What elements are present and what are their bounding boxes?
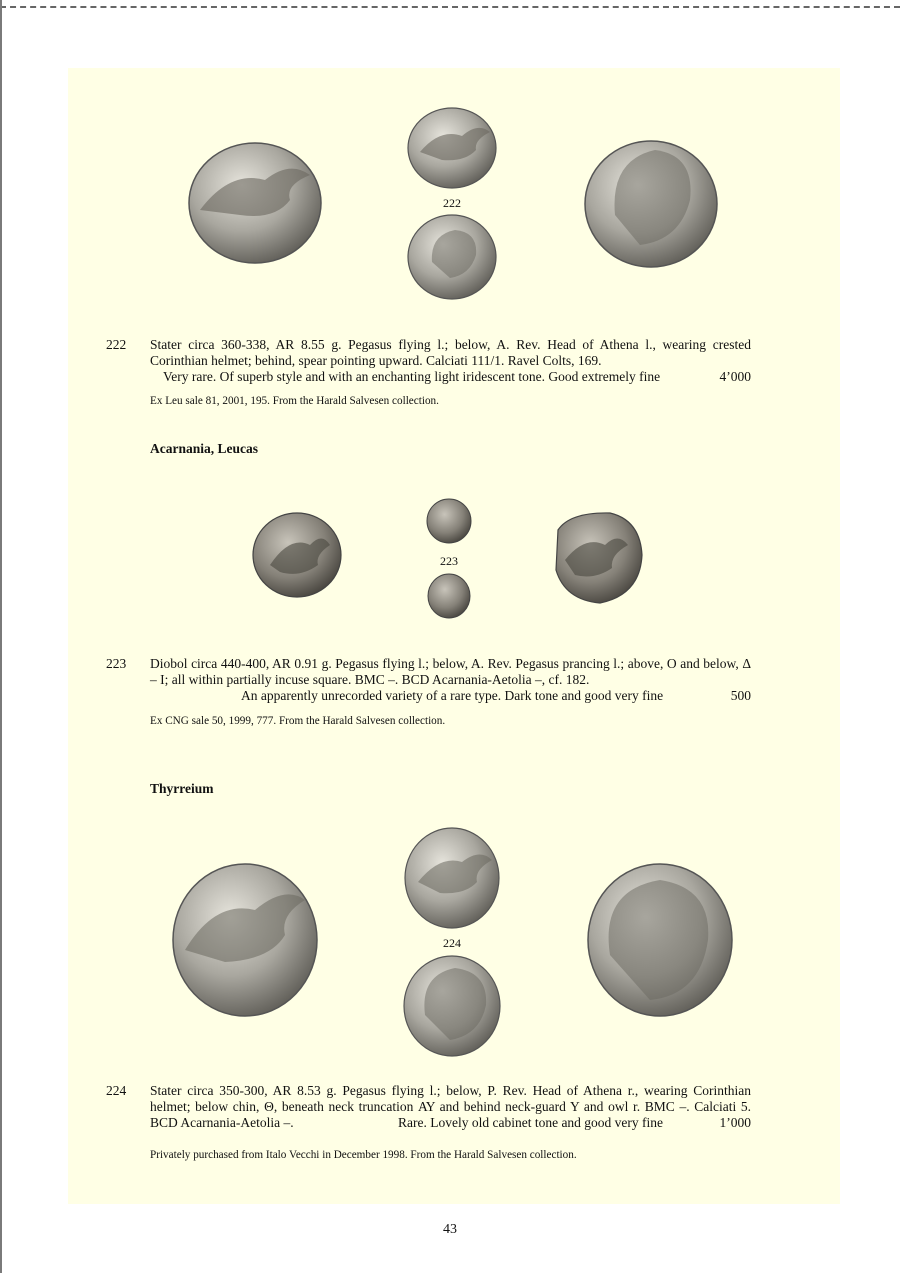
lot-provenance-222: Ex Leu sale 81, 2001, 195. From the Harald Salvesen collection.: [150, 395, 439, 407]
lot-description-224: Stater circa 350-300, AR 8.53 g. Pegasus flying l.; below, P. Rev. Head of Athena r., wearing Corinthian helmet; below chin, Θ, beneath neck truncation ΑΥ and behind neck-guard Y and owl r. BMC –. Calciati 5. BCD Acarnania-Aetolia –.: [150, 1083, 751, 1131]
lot-number-224: 224: [106, 1083, 127, 1098]
coin-224-reverse-small: [404, 956, 500, 1056]
lot-provenance-223: Ex CNG sale 50, 1999, 777. From the Harald Salvesen collection.: [150, 715, 446, 727]
lot-estimate-223: 500: [730, 688, 751, 703]
coin-image-label-224: 224: [443, 936, 461, 950]
coin-223-obverse-small: [427, 499, 471, 543]
lot-number-223: 223: [106, 656, 127, 671]
coin-224-reverse-large: [588, 864, 732, 1016]
lot-number-222: 222: [106, 337, 127, 352]
lot-description-222: Stater circa 360-338, AR 8.55 g. Pegasus flying l.; below, A. Rev. Head of Athena l., wearing crested Corinthian helmet; behind, spear pointing upward. Calciati 111/1. Ravel Colts, 169.: [150, 337, 751, 369]
coin-222-obverse-large: [189, 143, 321, 263]
lot-grade-223: An apparently unrecorded variety of a rare type. Dark tone and good very fine: [241, 688, 664, 703]
coin-222-reverse-large: [585, 141, 717, 267]
coin-222-reverse-small: [408, 215, 496, 299]
coin-222-obverse-small: [408, 108, 496, 188]
lot-description-223: Diobol circa 440-400, AR 0.91 g. Pegasus flying l.; below, A. Rev. Pegasus prancing l.; above, O and below, Δ – I; all within partially incuse square. BMC –. BCD Acarnania-Aetolia –, cf. 182.: [150, 656, 751, 688]
coin-223-reverse-large: [556, 513, 642, 603]
section-title-acarnania-leucas: Acarnania, Leucas: [150, 441, 258, 456]
lot-grade-222: Very rare. Of superb style and with an enchanting light iridescent tone. Good extremely fine: [163, 369, 661, 384]
lot-grade-224: Rare. Lovely old cabinet tone and good very fine: [398, 1115, 664, 1130]
coin-223-obverse-large: [253, 513, 341, 597]
page-number: 43: [443, 1222, 457, 1237]
coin-224-obverse-small: [405, 828, 499, 928]
coin-224-obverse-large: [173, 864, 317, 1016]
coin-image-label-223: 223: [440, 554, 458, 568]
section-title-thyrreium: Thyrreium: [150, 781, 214, 796]
coin-image-label-222: 222: [443, 196, 461, 210]
lot-estimate-222: 4’000: [719, 369, 751, 384]
coin-223-reverse-small: [428, 574, 470, 618]
lot-estimate-224: 1’000: [719, 1115, 751, 1130]
lot-provenance-224: Privately purchased from Italo Vecchi in December 1998. From the Harald Salvesen collection.: [150, 1149, 577, 1161]
